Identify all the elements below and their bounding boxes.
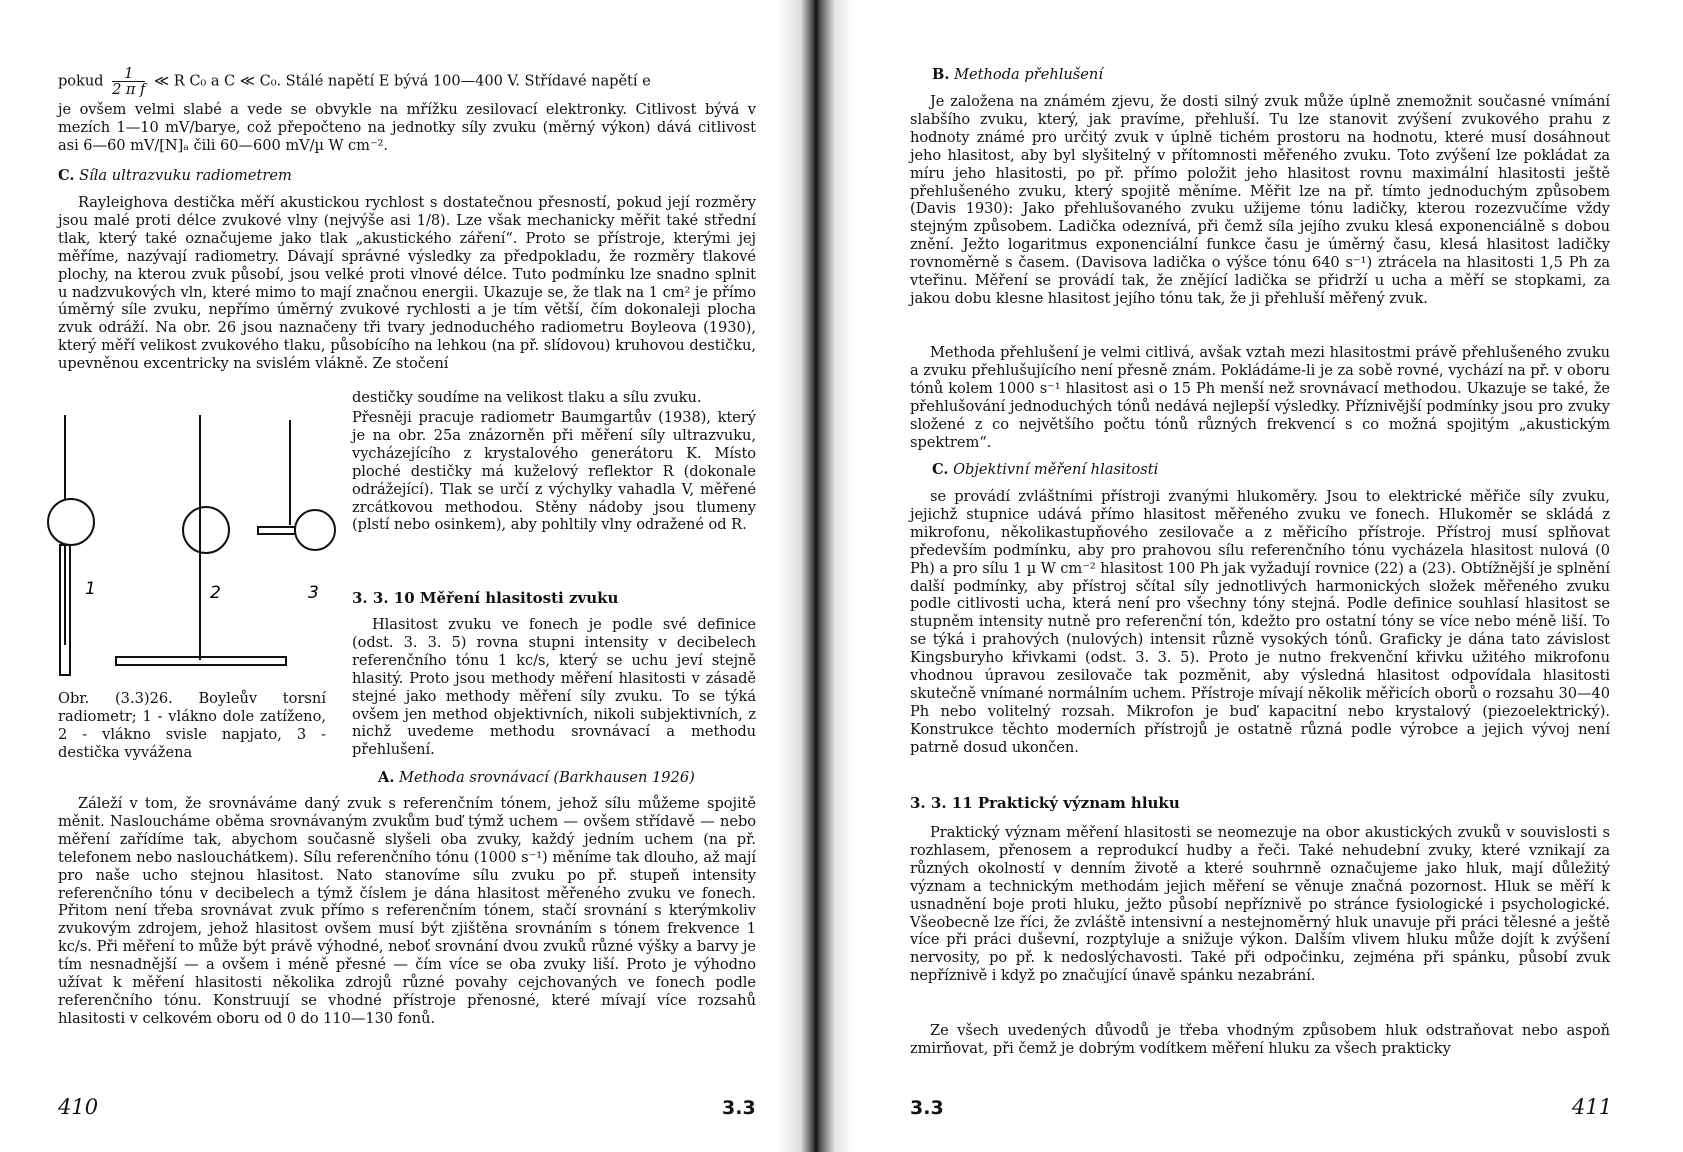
section-title: Methoda srovnávací (Barkhausen 1926) [399,769,695,786]
figure-caption: Obr. (3.3)26. Boyleův torsní radiometr; 1 - vlákno dole zatíženo, 2 - vlákno svisle napjato, 3 - destička vyvážena [58,690,326,761]
paragraph-c: se provádí zvláštními přístroji zvanými hlukoměry. Jsou to elektrické měřiče síly zvuku, jejichž stupnice udává přímo hlasitost měřeného zvuku ve fonech. Hlukoměr se skládá z mikrofonu, několikastupňového zesilovače a z měřicího přístroje. Přístroj musí splňovat především podmínku, aby pro prahovou sílu referenčního tónu vycházela hlasitost nulová (0 Ph) a pro sílu 1 µ W cm⁻² hlasitost 100 Ph jak vyžadují rovnice (22) a (23). Obtížnější je splnění další podmínky, aby přístroj sčítal síly jednotlivých harmonických složek měřeného zvuku podle citlivosti ucha, která není pro všechny tóny stejná. Podle definice souhlasí hlasitost se stupněm intensity nutně pro referenční tón, kdežto pro ostatní tóny se více nebo méně liší. To se týká i prahových (nulových) intensit různě vysokých tónů. Graficky je dána tato závislost Kingsburyho křivkami (odst. 3. 3. 5). Proto je nutno frekvenční křivku užitého mikrofonu vhodnou úpravou zesilovače tak pozměnit, aby výsledná hlasitost odpovídala hlasitosti skutečně vnímané normálním uchem. Přístroje mívají několik měřicích oborů o rozsahu 30—40 Ph nebo volitelný rozsah. Mikrofon je buď kapacitní nebo krystalový (piezoelektrický). Konstrukce těchto moderních přístrojů je ostatně různá podle výrobce a jejich vývoj není patrně dosud ukončen. [910,488,1610,756]
paragraph-p1: Praktický význam měření hlasitosti se neomezuje na obor akustických zvuků v souvislosti s rozhlasem, přenosem a reprodukcí hudby a řeči. Také nehudební zvuky, které vznikají za různých okolností v denním životě a které souhrnně označujeme jako hluk, mají důležitý význam a technickým methodám jejich měření se věnuje značná pozornost. Hluk se měří k usnadnění boje proti hluku, ježto působí nepříznivě po stránce fysiologické i psychologické. Všeobecně lze říci, že zvláště intensivní a nestejnoměrný hluk unavuje při práci tělesné a ještě více při práci duševní, rozptyluje a snižuje výkon. Dalším vlivem hluku může dojít k zvýšení nervosity, po př. k nedoslýchavosti. Také při odpočinku, zejména při spánku, působí zvuk nepříznivě i když po značující únavě spánku nezabrání. [910,824,1610,985]
section-label: C. [932,461,949,478]
running-head: 3.3 [910,1097,944,1119]
page-number: 410 [58,1095,99,1119]
right-page [820,0,1683,1152]
disc-3 [295,510,335,550]
paragraph-zalezi: Záleží v tom, že srovnáváme daný zvuk s referenčním tónem, jehož sílu můžeme spojitě měnit. Nasloucháme oběma srovnávaným zvukům buď týmž uchem — ovšem střídavě — nebo měření zařídíme tak, abychom současně slyšeli oba zvuky, každý jedním uchem (na př. telefonem nebo naslouchátkem). Sílu referenčního tónu (1000 s⁻¹) měníme tak dlouho, až mají pro naše ucho stejnou hlasitost. Nato stanovíme sílu zvuku po př. stupeň intensity referenčního tónu v decibelech a týmž číslem je dána hlasitost měřeného zvuku ve fonech. Přitom není třeba srovnávat zvuk přímo s referenčním tónem, stačí srovnání s kterýmkoliv zvukovým zdrojem, jehož hlasitost ovšem musí být zjištěna srovnáním s tónem frekvence 1 kc/s. Při měření to může být právě výhodné, neboť srovnání dvou zvuků různé výšky a barvy je tím nesnadnější — a ovšem i méně přesné — čím více se oba zvuky liší. Proto je výhodno užívat k měření hlasitosti několika zdrojů různé povahy cejchovaných ve fonech podle referenčního tónu. Konstruují se vhodné přístroje přenosné, které mívají více rozsahů hlasitosti v celkovém oboru od 0 do 110—130 fonů. [58,795,756,1027]
page-number: 411 [1572,1095,1613,1119]
section-title: Síla ultrazvuku radiometrem [79,167,292,184]
section-heading-3310: 3. 3. 10 Měření hlasitosti zvuku [352,589,619,607]
section-heading-3311: 3. 3. 11 Praktický význam hluku [910,794,1180,812]
formula-rest: ≪ R C₀ a C ≪ C₀. Stálé napětí E bývá 100—400 V. Střídavé napětí e [153,72,651,90]
paragraph-rayleigh: Rayleighova destička měří akustickou rychlost s dostatečnou přesností, pokud její rozměry jsou malé proti délce zvukové vlny (nejvýše asi 1/8). Lze však mechanicky měřit také střední tlak, který také označujeme jako tlak „akustického záření“. Proto se přístroje, kterými jej měříme, nazývají radiometry. Dávají správné výsledky za předpokladu, že rozměry tlakové plochy, na kterou zvuk působí, jsou velké proti vlnové délce. Tuto podmínku lze snadno splnit u nadzvukových vln, které mimo to mají značnou energii. Ukazuje se, že tlak na 1 cm² je přímo úměrný síle zvuku, nepřímo úměrný zvukové rychlosti a je tím větší, čím dokonaleji plocha zvuk odráží. Na obr. 26 jsou naznačeny tři tvary jednoduchého radiometru Boyleova (1930), který měří velikost zvukového tlaku, působícího na lehkou (na př. slídovou) kruhovou destičku, upevněnou excentricky na svislém vlákně. Ze stočení [58,194,756,373]
section-heading-c-right [932,461,1158,479]
paragraph-p2: Ze všech uvedených důvodů je třeba vhodným způsobem hluk odstraňovat nebo aspoň zmirňovat, při čemž je dobrým vodítkem měření hluku za všech prakticky [910,1022,1610,1057]
section-heading-a [378,769,695,787]
radiometer-figure [40,410,340,680]
section-heading-c [58,167,292,185]
fraction-denominator: 2 π f [112,81,146,98]
section-heading-b [932,66,1103,84]
intro-paragraph: je ovšem velmi slabé a vede se obvykle na mřížku zesilovací elektronky. Citlivost bývá v mezích 1—10 mV/barye, což přepočteno na jednotky síly zvuku (měrný výkon) dává citlivost asi 6—60 mV/[N]ₐ čili 60—600 mV/µ W cm⁻². [58,101,756,154]
figure-label-1: 1 [85,579,96,599]
formula-prefix: pokud [58,72,104,90]
paragraph-baumgart: Přesněji pracuje radiometr Baumgartův (1938), který je na obr. 25a znázorněn při měření síly ultrazvuku, vycházejícího z krystalového generátoru K. Místo ploché destičky má kuželový reflektor R (dokonale odrážející). Tlak se určí z výchylky vahadla V, měřené zrcátkovou methodou. Stěny nádoby jsou tlumeny (plstí nebo osinkem), aby pohltily vlny odražené od R. [352,409,756,534]
section-label: C. [58,167,75,184]
figure-label-3: 3 [308,583,319,603]
counterweight-3 [258,527,295,534]
paragraph-hlasitost: Hlasitost zvuku ve fonech je podle své definice (odst. 3. 3. 5) rovna stupni intensity v decibelech referenčního tónu 1 kc/s, který se uchu jeví stejně hlasitý. Proto jsou methody měření hlasitosti v zásadě stejné jako methody měření síly zvuku. To se týká ovšem jen method objektivních, nikoli subjektivních, z nichž uvedeme methodu srovnávací a methodu přehlušení. [352,616,756,759]
section-label: B. [932,66,950,83]
left-page [0,0,820,1152]
section-label: A. [378,769,395,786]
formula-line [58,66,756,97]
fraction-numerator: 1 [112,66,145,82]
disc-1 [48,499,94,545]
paragraph-rayleigh-end: destičky soudíme na velikost tlaku a sílu zvuku. [352,389,702,406]
disc-2 [183,507,229,553]
figure-label-2: 2 [210,583,221,603]
running-head: 3.3 [722,1097,756,1119]
section-title: Objektivní měření hlasitosti [953,461,1159,478]
paragraph-b2: Methoda přehlušení je velmi citlivá, avšak vztah mezi hlasitostmi právě přehlušeného zvuku a zvuku přehlušujícího není přesně znám. Pokládáme-li je za sobě rovné, vychází na př. v oboru tónů kolem 1000 s⁻¹ hlasitost asi o 15 Ph menší než srovnávací methodou. Ukazuje se také, že přehlušování jednoduchých tónů nedává nejlepší výsledky. Příznivější podmínky jsou pro zvuky složené z co největšího počtu tónů různých frekvencí s co možná spojitým „akustickým spektrem“. [910,344,1610,451]
paragraph-b1: Je založena na známém zjevu, že dosti silný zvuk může úplně znemožnit současné vnímání slabšího zvuku, který, jak pravíme, přehluší. Tu lze stanovit zvýšení zvukového prahu z hodnoty známé pro určitý zvuk v úplně tichém prostoru na hodnotu, které musí dosáhnout jeho hlasitost, aby byl slyšitelný v přítomnosti měřeného zvuku. Toto zvýšení lze pokládat za míru jeho hlasitosti, po př. přímo položit jeho hlasitost rovnu maximální hlasitosti ještě přehlušeného zvuku, který spojitě měníme. Měřit lze na př. tímto jednoduchým způsobem (Davis 1930): Jako přehlušovaného zvuku užijeme tónu ladičky, kterou rozezvučíme vždy stejným způsobem. Ladička odeznívá, při čemž síla jejího zvuku klesá exponenciálně s dobou znění. Ježto logaritmus exponenciální funkce času je úměrný času, klesá hlasitost ladičky rovnoměrně s časem. (Davisova ladička o výšce tónu 640 s⁻¹) ztrácela na hlasitosti 1,5 Ph za vteřinu. Měření se provádí tak, že znějící ladička se přidrží u ucha a měří se stopkami, za jakou dobu klesne hlasitost jejího tónu tak, že ji přehluší měřený zvuk. [910,93,1610,307]
fraction [112,66,145,97]
section-title: Methoda přehlušení [954,66,1103,83]
